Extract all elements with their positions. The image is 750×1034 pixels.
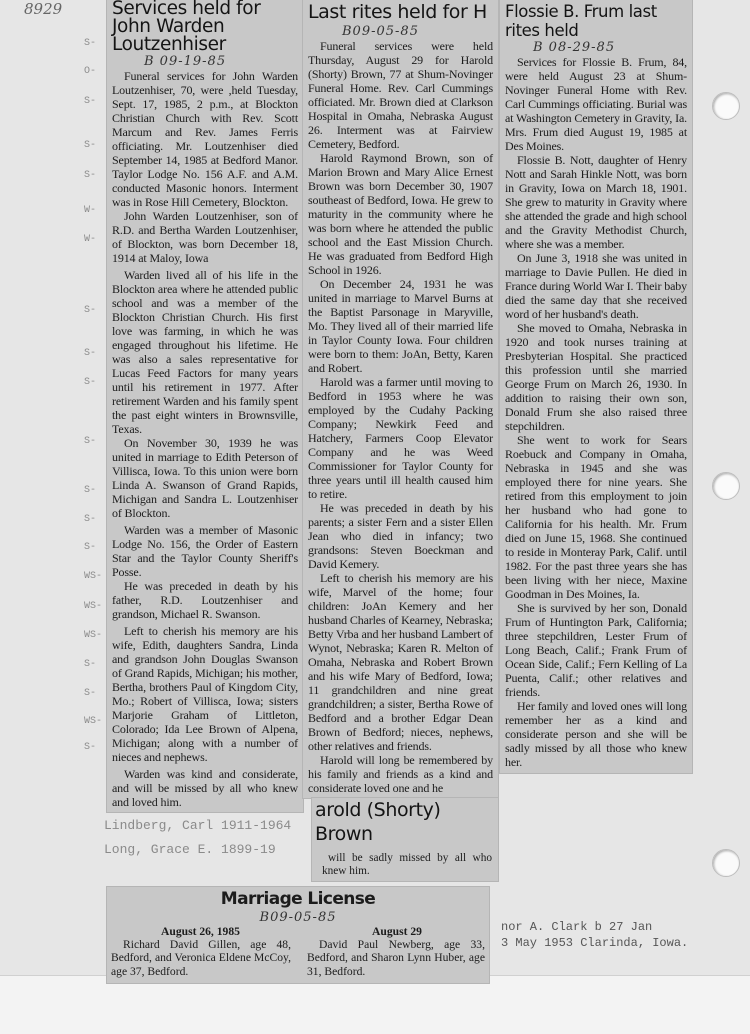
margin-mark: S-	[84, 514, 97, 525]
paragraph: Funeral services were held Thursday, August 29 for Harold (Shorty) Brown, 77 at Shum-Novinger Funeral Home. Rev. Carl Cummings officiated. Mr. Brown died at Clarkson Hospital in Omaha, Nebraska August 26. Interment was at Fairview Cemetery, Bedford.	[308, 39, 493, 151]
margin-mark: WS-	[84, 601, 103, 612]
margin-mark: S-	[84, 170, 97, 181]
headline	[112, 0, 298, 54]
paragraph: Services for Flossie B. Frum, 84, were held August 23 at Shum-Novinger Funeral Home with Rev. Carl Cummings officiating. Burial was at Washington Cemetery in Gravity, Ia. Mrs. Frum died August 19, 1985 at Des Moines.	[505, 55, 687, 153]
obituary-row	[104, 0, 692, 881]
paragraph: Her family and loved ones will long remember her as a kind and considerate person and she will be sadly missed by all those who knew her.	[505, 699, 687, 769]
paragraph: Harold will long be remembered by his family and friends as a kind and considerate loved one and he	[308, 753, 493, 795]
obituary-clipping-brown	[303, 0, 498, 798]
paragraph: Funeral services for John Warden Loutzenhiser, 70, were ,held Tuesday, Sept. 17, 1985, 2 p.m., at Blockton Christian Church with Rev. Scott Marcum and Rev. James Ferris officiating. Mr. Loutzenhiser died September 14, 1985 at Bedford Manor. Taylor Lodge No. 156 A.F. and A.M. conducted Masonic honors. Interment was in Rose Hill Cemetery, Blockton.	[112, 69, 298, 209]
margin-mark: S-	[84, 436, 97, 447]
headline-line: John Warden	[112, 16, 225, 37]
marriage-entries	[111, 925, 485, 978]
marriage-license-title: Marriage License	[220, 889, 376, 909]
scanner-background-bottom	[0, 975, 750, 1034]
typed-index-line: Lindberg, Carl 1911-1964	[104, 818, 292, 833]
margin-mark: S-	[84, 485, 97, 496]
margin-mark: S-	[84, 38, 97, 49]
paragraph: John Warden Loutzenhiser, son of R.D. and Bertha Warden Loutzenhiser, of Blockton, was born December 18, 1914 at Maloy, Iowa	[112, 209, 298, 265]
paragraph: Left to cherish his memory are his wife, Edith, daughters Sandra, Linda and grandson John Douglas Swanson of Grand Rapids, Michigan; his mother, Bertha, brothers Paul of Kingdom City, Mo.; Robert of Villisca, Iowa; sisters Marjorie Graham of Littleton, Colorado; Ida Lee Brown of Alpena, Michigan; along with a number of nieces and nephews.	[112, 624, 298, 764]
margin-mark: S-	[84, 659, 97, 670]
headline	[505, 2, 687, 40]
continuation-text: will be sadly missed by all who knew him.	[322, 852, 492, 877]
entry-date: August 29	[372, 925, 422, 938]
margin-mark: WS-	[84, 630, 103, 641]
margin-mark: S-	[84, 305, 97, 316]
headline-line: Flossie B. Frum last	[505, 2, 657, 21]
paragraph: Warden was a member of Masonic Lodge No. 156, the Order of Eastern Star and the Taylor County Sheriff's Posse.	[112, 523, 298, 579]
paragraph: He was preceded in death by his father, R.D. Loutzenhiser and grandson, Michael R. Swanson.	[112, 579, 298, 621]
margin-mark: WS-	[84, 716, 103, 727]
typed-right-block	[501, 919, 688, 951]
paragraph: On December 24, 1931 he was united in marriage to Marvel Burns at the Baptist Parsonage in Maryville, Mo. They lived all of their married life in Taylor County Iowa. Four children were born to them: JoAn, Betty, Karen and Robert.	[308, 277, 493, 375]
obituary-clipping-loutzenhiser	[107, 0, 303, 812]
margin-mark: S-	[84, 377, 97, 388]
entry-date: August 26, 1985	[161, 925, 240, 938]
corner-number: 8929	[24, 0, 63, 18]
marriage-entry	[111, 925, 291, 978]
continuation-headline: arold (Shorty) Brown	[315, 799, 441, 845]
paragraph: Warden was kind and considerate, and will be missed by all who knew and loved him.	[112, 767, 298, 809]
marriage-row	[107, 887, 692, 983]
margin-mark: S-	[84, 542, 97, 553]
typed-index-line: nor A. Clark b 27 Jan	[501, 919, 653, 934]
headline-line: Loutzenhiser	[112, 34, 226, 55]
column-2	[303, 0, 498, 881]
paragraph: Left to cherish his memory are his wife, Marvel of the home; four children: JoAn Kemery and her husband Charles of Kearney, Nebraska; Betty Vrba and her husband Lambert of Wynot, Nebraska; Karen R. Melton of Omaha, Nebraska and Robert Brown and his wife Mary of Bedford, Iowa; 11 grandchildren and nine great grandchildren; a sister, Bertha Rowe of Bedford and a brother Edgar Dean Brown of Bedford; nieces, nephews, other relatives and friends.	[308, 571, 493, 753]
margin-mark: S-	[84, 140, 97, 151]
headline-line: rites held	[505, 21, 579, 40]
headline: Last rites held for H	[308, 1, 487, 23]
paragraph: Flossie B. Nott, daughter of Henry Nott and Sarah Hinkle Nott, was born in Gravity, Iowa on March 18, 1901. She grew to maturity in Gravity where she attended the grade and high school and the Gravity Methodist Church, where she was a member.	[505, 153, 687, 251]
typed-index-line: 3 May 1953 Clarinda, Iowa.	[501, 935, 689, 950]
brown-continuation-clipping	[312, 798, 498, 881]
marriage-entry	[307, 925, 485, 978]
margin-mark: S-	[84, 688, 97, 699]
margin-mark: W-	[84, 234, 97, 245]
paragraph: Harold was a farmer until moving to Bedford in 1953 where he was employed by the Cudahy Packing Company; Newkirk Feed and Hatchery, Farmers Coop Elevator Company and he was Weed Commissioner for Taylor County for three years until ill health caused him to retire.	[308, 375, 493, 501]
margin-mark: O-	[84, 66, 97, 77]
paragraph: On November 30, 1939 he was united in marriage to Edith Peterson of Villisca, Iowa. To this union were born Linda A. Swanson of Grand Rapids, Michigan and Sandra L. Loutzenhiser of Blockton.	[112, 436, 298, 520]
paragraph: She went to work for Sears Roebuck and Company in Omaha, Nebraska in 1945 and she was employed there for nine years. She retired from this employment to join her husband who had gone to California for his health. Mr. Frum died on June 15, 1968. She continued to reside in Monteray Park, Calif. until 1982. For the past three years she has been living with her niece, Maxine Goodman in Des Moines, Ia.	[505, 433, 687, 601]
binder-hole	[712, 472, 740, 500]
margin-mark: S-	[84, 742, 97, 753]
obituary-clipping-frum	[500, 0, 692, 773]
handwritten-date: B 08-29-85	[533, 40, 616, 55]
marriage-license-clipping	[107, 887, 489, 983]
handwritten-date: B09-05-85	[259, 910, 337, 925]
paragraph: She is survived by her son, Donald Frum of Huntington Park, California; three stepchildren, Lester Frum of Long Beach, Calif.; Frank Frum of Ocean Side, Calif.; Fern Kelling of La Puenta, Calif.; other relatives and friends.	[505, 601, 687, 699]
typed-index-line: Long, Grace E. 1899-19	[104, 842, 276, 857]
binder-hole	[712, 849, 740, 877]
margin-mark: S-	[84, 96, 97, 107]
clippings-sheet	[104, 0, 692, 983]
paragraph: She moved to Omaha, Nebraska in 1920 and took nurses training at Presbyterian Hospital. She practiced this profession until she married George Frum on March 26, 1930. In addition to raising their own son, Donald Frum she also raised three stepchildren.	[505, 321, 687, 433]
margin-mark: W-	[84, 205, 97, 216]
handwritten-date: B 09-19-85	[144, 54, 227, 69]
column-3	[500, 0, 692, 773]
entry-text: David Paul Newberg, age 33, Bedford, and Sharon Lynn Huber, age 31, Bedford.	[307, 938, 485, 978]
paragraph: On June 3, 1918 she was united in marriage to Davie Pullen. He died in France during World War I. Their baby died the same day that she received word of her husband's death.	[505, 251, 687, 321]
paragraph: Harold Raymond Brown, son of Marion Brown and Mary Alice Ernest Brown was born December 30, 1907 southeast of Bedford, Iowa. He grew to maturity in the community where he was born where he attended the public school and the East Mission Church. He was graduated from Bedford High School in 1926.	[308, 151, 493, 277]
entry-text: Richard David Gillen, age 48, Bedford, and Veronica Eldene McCoy, age 37, Bedford.	[111, 938, 291, 978]
column-1	[104, 0, 303, 858]
paragraph: Warden lived all of his life in the Blockton area where he attended public school and was a member of the Blockton Christian Church. His first love was farming, in which he was engaged throughout his lifetime. He was also a sales representative for Lucas Feed Factors for many years until his retirement in 1977. After retirement Warden and his family spent the past eight winters in Brownsville, Texas.	[112, 268, 298, 436]
handwritten-date: B09-05-85	[342, 24, 419, 39]
margin-mark: WS-	[84, 571, 103, 582]
paragraph: He was preceded in death by his parents; a sister Fern and a sister Ellen Jean who died in infancy; two grandsons: Steven Boeckman and David Kemery.	[308, 501, 493, 571]
headline-line: Services held for	[112, 0, 261, 19]
margin-mark: S-	[84, 348, 97, 359]
binder-hole	[712, 92, 740, 120]
